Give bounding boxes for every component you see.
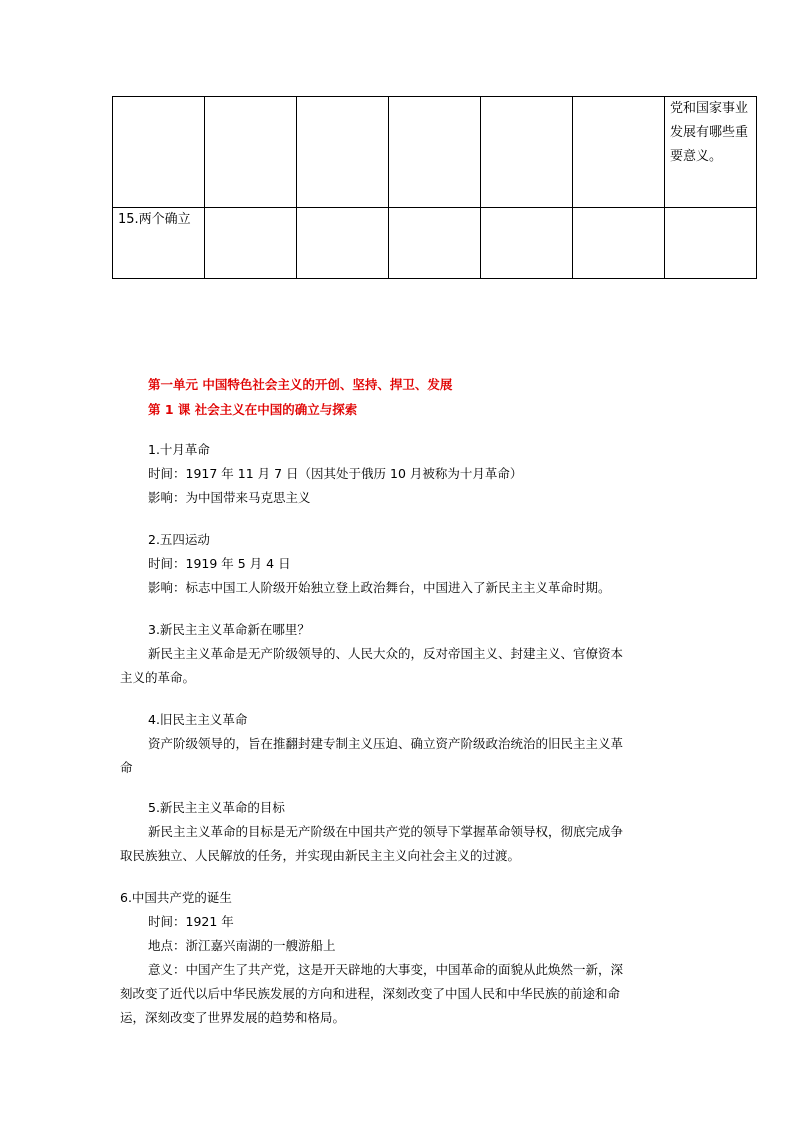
section-time: 时间：1919 年 5 月 4 日 xyxy=(148,556,291,571)
section-heading: 3.新民主主义革命新在哪里？ xyxy=(148,622,310,637)
section-heading: 1.十月革命 xyxy=(148,442,210,457)
section-body: 刻改变了近代以后中华民族发展的方向和进程，深刻改变了中国人民和中华民族的前途和命 xyxy=(120,986,621,1001)
table-row xyxy=(113,97,757,208)
section-impact: 影响：标志中国工人阶级开始独立登上政治舞台，中国进入了新民主主义革命时期。 xyxy=(148,580,611,595)
section-body: 命 xyxy=(120,760,133,775)
section-time: 时间：1921 年 xyxy=(148,914,234,929)
section-heading: 2.五四运动 xyxy=(148,532,210,547)
section-time: 时间：1917 年 11 月 7 日（因其处于俄历 10 月被称为十月革命） xyxy=(148,466,523,481)
table-cell xyxy=(665,208,757,279)
section-body: 运，深刻改变了世界发展的趋势和格局。 xyxy=(120,1010,346,1025)
table-row xyxy=(113,208,757,279)
table-cell xyxy=(481,97,573,208)
table-cell: 党和国家事业发展有哪些重要意义。 xyxy=(665,97,757,208)
table-cell xyxy=(481,208,573,279)
section-body: 取民族独立、人民解放的任务，并实现由新民主主义向社会主义的过渡。 xyxy=(120,848,521,863)
unit-title: 第一单元 中国特色社会主义的开创、坚持、捍卫、发展 xyxy=(148,377,453,392)
section-heading: 5.新民主主义革命的目标 xyxy=(148,800,285,815)
table-cell: 15.两个确立 xyxy=(113,208,205,279)
section-heading: 4.旧民主主义革命 xyxy=(148,712,248,727)
table-cell xyxy=(205,97,297,208)
comparison-table xyxy=(112,96,757,279)
table-cell xyxy=(573,97,665,208)
section-place: 地点：浙江嘉兴南湖的一艘游船上 xyxy=(148,938,336,953)
table-cell xyxy=(113,97,205,208)
section-body: 新民主主义革命的目标是无产阶级在中国共产党的领导下掌握革命领导权，彻底完成争 xyxy=(148,824,624,839)
section-heading: 6.中国共产党的诞生 xyxy=(120,890,232,905)
table-cell xyxy=(389,208,481,279)
table-cell xyxy=(297,208,389,279)
lesson-title: 第 1 课 社会主义在中国的确立与探索 xyxy=(148,402,358,417)
section-impact: 影响：为中国带来马克思主义 xyxy=(148,490,311,505)
section-body: 新民主主义革命是无产阶级领导的、人民大众的，反对帝国主义、封建主义、官僚资本 xyxy=(148,646,624,661)
section-body: 资产阶级领导的，旨在推翻封建专制主义压迫、确立资产阶级政治统治的旧民主主义革 xyxy=(148,736,624,751)
table-cell xyxy=(297,97,389,208)
table-cell xyxy=(573,208,665,279)
table-cell xyxy=(389,97,481,208)
section-body: 意义：中国产生了共产党，这是开天辟地的大事变，中国革命的面貌从此焕然一新，深 xyxy=(148,962,624,977)
table-cell xyxy=(205,208,297,279)
section-body: 主义的革命。 xyxy=(120,670,196,685)
